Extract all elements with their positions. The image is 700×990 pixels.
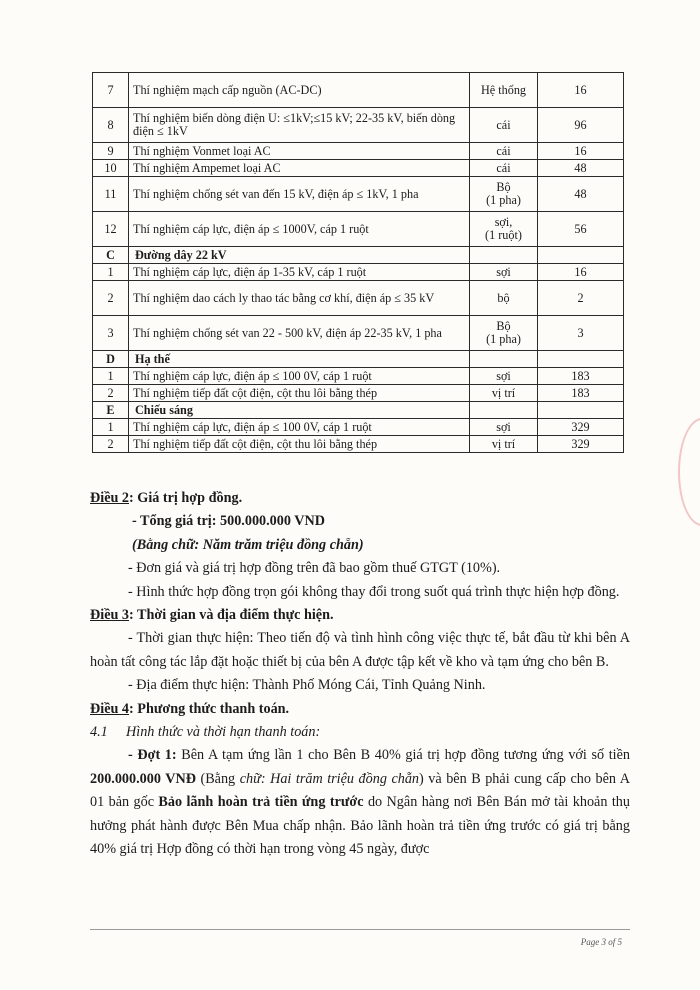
row-unit-cell: vị trí bbox=[470, 385, 538, 402]
row-quantity-cell: 16 bbox=[538, 143, 624, 160]
row-unit-cell bbox=[470, 402, 538, 419]
execution-place: - Địa điểm thực hiện: Thành Phố Móng Cái, Tỉnh Quảng Ninh. bbox=[128, 677, 486, 694]
section-4-1-title: Hình thức và thời hạn thanh toán: bbox=[126, 724, 321, 741]
row-number-cell: 9 bbox=[93, 143, 129, 160]
row-unit-cell bbox=[470, 351, 538, 368]
table-section-row bbox=[93, 351, 624, 368]
total-value-amount: 500.000.000 VND bbox=[220, 513, 325, 530]
execution-time: - Thời gian thực hiện: Theo tiến độ và tình hình công việc thực tế, bắt đầu từ khi bên A hoàn tất công tác lắp đặt hoặc thiết bị của bên A được tập kết về kho và tạm ứng cho bên B. bbox=[90, 630, 630, 670]
row-description-cell: Hạ thế bbox=[129, 351, 470, 368]
row-number-cell: 2 bbox=[93, 281, 129, 316]
row-description-cell: Thí nghiệm Vonmet loại AC bbox=[129, 143, 470, 160]
phase-1-text-d: do Ngân hàng nơi Bên Bán mở tài khoản thụ hưởng phát hành được Bên Mua chấp nhận. Bảo lãnh hoàn trả tiền ứng trước có giá trị bằng 40% giá trị Hợp đồng có thời hạn trong vòng 45 ngày, được bbox=[90, 794, 630, 858]
row-description-cell: Thí nghiệm biến dòng điện U: ≤1kV;≤15 kV; 22-35 kV, biến dòng điện ≤ 1kV bbox=[129, 108, 470, 143]
table-row bbox=[93, 281, 624, 316]
row-unit-cell: cái bbox=[470, 143, 538, 160]
row-unit-cell: Bộ (1 pha) bbox=[470, 177, 538, 212]
row-unit-cell: sợi, (1 ruột) bbox=[470, 212, 538, 247]
row-description-cell: Thí nghiệm tiếp đất cột điện, cột thu lôi bằng thép bbox=[129, 436, 470, 453]
contract-form-note: - Hình thức hợp đồng trọn gói không thay đổi trong suốt quá trình thực hiện hợp đồng. bbox=[128, 583, 620, 600]
row-number-cell: 1 bbox=[93, 419, 129, 436]
table-row bbox=[93, 143, 624, 160]
row-number-cell: 11 bbox=[93, 177, 129, 212]
table-row bbox=[93, 264, 624, 281]
row-description-cell: Thí nghiệm chống sét van 22 - 500 kV, điện áp 22-35 kV, 1 pha bbox=[129, 316, 470, 351]
row-unit-cell: vị trí bbox=[470, 436, 538, 453]
row-quantity-cell bbox=[538, 247, 624, 264]
contract-body bbox=[90, 487, 630, 862]
row-unit-cell: cái bbox=[470, 160, 538, 177]
phase-1-text-a: Bên A tạm ứng lần 1 cho Bên B 40% giá trị hợp đồng tương ứng với số tiền bbox=[176, 747, 630, 764]
row-quantity-cell: 183 bbox=[538, 385, 624, 402]
row-quantity-cell: 56 bbox=[538, 212, 624, 247]
phase-1-text-b: (Bằng bbox=[195, 770, 240, 787]
row-number-cell: 1 bbox=[93, 368, 129, 385]
row-quantity-cell: 48 bbox=[538, 177, 624, 212]
row-quantity-cell: 2 bbox=[538, 281, 624, 316]
row-unit-cell: bộ bbox=[470, 281, 538, 316]
table-row bbox=[93, 212, 624, 247]
phase-1-amount-words: chữ: Hai trăm triệu đồng chẵn bbox=[239, 770, 420, 787]
row-description-cell: Đường dây 22 kV bbox=[129, 247, 470, 264]
table-row bbox=[93, 177, 624, 212]
table-row bbox=[93, 73, 624, 108]
table-row bbox=[93, 385, 624, 402]
row-number-cell: 1 bbox=[93, 264, 129, 281]
article-2-title: : Giá trị hợp đồng. bbox=[129, 490, 243, 506]
table-row bbox=[93, 436, 624, 453]
total-in-words bbox=[90, 534, 630, 557]
row-description-cell: Thí nghiệm chống sét van đến 15 kV, điện áp ≤ 1kV, 1 pha bbox=[129, 177, 470, 212]
work-items-body bbox=[93, 73, 624, 453]
article-4-heading bbox=[90, 698, 630, 721]
row-quantity-cell bbox=[538, 351, 624, 368]
phase-1-text-c: ) và bên B phải cung cấp cho bên A 01 bản gốc bbox=[90, 770, 630, 811]
article-4-label: Điều 4 bbox=[90, 700, 130, 717]
row-unit-cell: cái bbox=[470, 108, 538, 143]
row-description-cell: Thí nghiệm Ampemet loại AC bbox=[129, 160, 470, 177]
table-row bbox=[93, 160, 624, 177]
row-quantity-cell: 96 bbox=[538, 108, 624, 143]
total-value-label: - Tổng giá trị: bbox=[132, 513, 217, 530]
row-number-cell: C bbox=[93, 247, 129, 264]
row-description-cell: Chiếu sáng bbox=[129, 402, 470, 419]
payment-phase-1 bbox=[90, 744, 630, 861]
row-description-cell: Thí nghiệm cáp lực, điện áp ≤ 100 0V, cáp 1 ruột bbox=[129, 419, 470, 436]
row-quantity-cell: 183 bbox=[538, 368, 624, 385]
article-2-heading bbox=[90, 487, 630, 510]
red-seal-stamp bbox=[678, 418, 700, 526]
page-number: Page 3 of 5 bbox=[580, 937, 622, 947]
section-4-1 bbox=[90, 721, 630, 744]
row-unit-cell: sợi bbox=[470, 368, 538, 385]
article-3-title: : Thời gian và địa điểm thực hiện. bbox=[129, 607, 334, 624]
row-unit-cell: sợi bbox=[470, 419, 538, 436]
total-value-line bbox=[90, 510, 630, 533]
vat-note: - Đơn giá và giá trị hợp đồng trên đã bao gồm thuế GTGT (10%). bbox=[128, 560, 501, 577]
table-row bbox=[93, 108, 624, 143]
row-number-cell: 3 bbox=[93, 316, 129, 351]
row-description-cell: Thí nghiệm cáp lực, điện áp ≤ 100 0V, cáp 1 ruột bbox=[129, 368, 470, 385]
table-row bbox=[93, 419, 624, 436]
phase-1-amount: 200.000.000 VNĐ bbox=[90, 770, 196, 787]
row-quantity-cell bbox=[538, 402, 624, 419]
table-row bbox=[93, 368, 624, 385]
work-items-table bbox=[92, 72, 624, 453]
section-4-1-number: 4.1 bbox=[90, 724, 108, 741]
row-unit-cell: sợi bbox=[470, 264, 538, 281]
article-3-label: Điều 3 bbox=[90, 607, 130, 624]
row-number-cell: D bbox=[93, 351, 129, 368]
row-description-cell: Thí nghiệm tiếp đất cột điện, cột thu lôi bằng thép bbox=[129, 385, 470, 402]
row-number-cell: 12 bbox=[93, 212, 129, 247]
article-2-label: Điều 2 bbox=[90, 490, 130, 506]
row-number-cell: 10 bbox=[93, 160, 129, 177]
row-unit-cell: Hệ thống bbox=[470, 73, 538, 108]
row-number-cell: 8 bbox=[93, 108, 129, 143]
table-section-row bbox=[93, 247, 624, 264]
phase-1-label: - Đợt 1: bbox=[128, 747, 177, 764]
row-quantity-cell: 329 bbox=[538, 436, 624, 453]
row-description-cell: Thí nghiệm cáp lực, điện áp 1-35 kV, cáp 1 ruột bbox=[129, 264, 470, 281]
article-4-title: : Phương thức thanh toán. bbox=[129, 700, 290, 717]
row-description-cell: Thí nghiệm cáp lực, điện áp ≤ 1000V, cáp 1 ruột bbox=[129, 212, 470, 247]
row-description-cell: Thí nghiệm dao cách ly thao tác bằng cơ khí, điện áp ≤ 35 kV bbox=[129, 281, 470, 316]
table-section-row bbox=[93, 402, 624, 419]
phase-1-guarantee: Bảo lãnh hoàn trả tiền ứng trước bbox=[158, 794, 364, 811]
row-description-cell: Thí nghiệm mạch cấp nguồn (AC-DC) bbox=[129, 73, 470, 108]
row-unit-cell bbox=[470, 247, 538, 264]
table-row bbox=[93, 316, 624, 351]
row-quantity-cell: 16 bbox=[538, 264, 624, 281]
row-number-cell: 7 bbox=[93, 73, 129, 108]
row-quantity-cell: 329 bbox=[538, 419, 624, 436]
row-number-cell: 2 bbox=[93, 385, 129, 402]
row-number-cell: 2 bbox=[93, 436, 129, 453]
row-quantity-cell: 48 bbox=[538, 160, 624, 177]
row-number-cell: E bbox=[93, 402, 129, 419]
footer-divider bbox=[90, 929, 630, 930]
row-quantity-cell: 3 bbox=[538, 316, 624, 351]
article-3-heading bbox=[90, 604, 630, 627]
total-in-words-text: (Bằng chữ: Năm trăm triệu đồng chẵn) bbox=[132, 536, 364, 553]
row-quantity-cell: 16 bbox=[538, 73, 624, 108]
row-unit-cell: Bộ (1 pha) bbox=[470, 316, 538, 351]
